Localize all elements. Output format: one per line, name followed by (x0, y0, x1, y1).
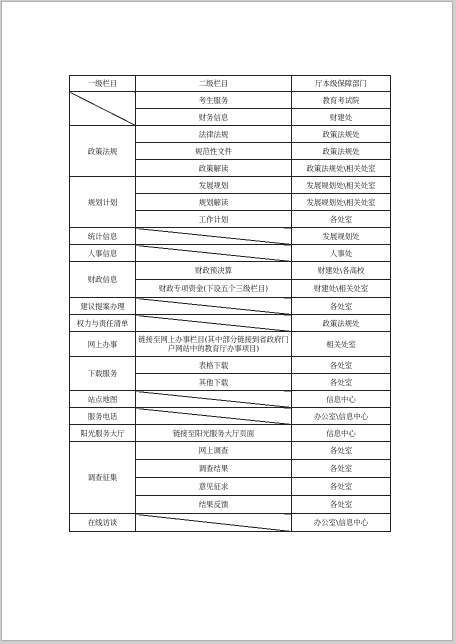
cell-level1: 建议提案办理 (70, 298, 136, 315)
cell-level2: 政策解读 (136, 160, 292, 177)
cell-level2: 法律法规 (136, 126, 292, 143)
cell-level2: 发展规划 (136, 177, 292, 194)
cell-department: 信息中心 (292, 391, 391, 408)
cell-level2-empty (136, 298, 292, 315)
cell-level2: 网上调查 (136, 442, 292, 460)
cell-department: 政策法规处 (292, 126, 391, 143)
header-level1: 一级栏目 (70, 76, 136, 92)
cell-level1: 财政信息 (70, 262, 136, 298)
cell-department: 人事处 (292, 245, 391, 262)
cell-level2-empty (136, 514, 292, 532)
table-row (70, 262, 391, 280)
table-row (70, 298, 391, 315)
table-row (70, 514, 391, 532)
cell-department: 财建处\各高校 (292, 262, 391, 280)
cell-level1: 人事信息 (70, 245, 136, 262)
cell-department: 各处室 (292, 374, 391, 391)
cell-level1: 网上办事 (70, 332, 136, 357)
cell-department: 各处室 (292, 496, 391, 514)
cell-level1: 规划计划 (70, 177, 136, 228)
cell-level2: 调查结果 (136, 460, 292, 478)
cell-department: 财建处 (292, 109, 391, 126)
cell-department: 政策法规处 (292, 143, 391, 160)
cell-department: 财建处\相关处室 (292, 280, 391, 298)
cell-department: 相关处室 (292, 332, 391, 357)
cell-department: 发展规划处 (292, 228, 391, 245)
cell-department: 政策法规处\相关处室 (292, 160, 391, 177)
table-row (70, 391, 391, 408)
table-header-row (70, 76, 391, 92)
cell-level2-empty (136, 245, 292, 262)
cell-level2: 财政专项资金(下设五个三级栏目) (136, 280, 292, 298)
cell-level1: 阳光服务大厅 (70, 425, 136, 442)
cell-level2: 表格下载 (136, 357, 292, 374)
header-department: 厅本级保障部门 (292, 76, 391, 92)
table-row (70, 177, 391, 194)
cell-department: 信息中心 (292, 425, 391, 442)
cell-department: 各处室 (292, 460, 391, 478)
table-row (70, 315, 391, 332)
cell-level2-empty (136, 391, 292, 408)
cell-level2-empty (136, 228, 292, 245)
table-row (70, 92, 391, 109)
cell-level2: 规划解读 (136, 194, 292, 211)
cell-level2-empty (136, 408, 292, 425)
column-assignment-table (69, 75, 391, 532)
cell-level2: 结果反馈 (136, 496, 292, 514)
cell-level2: 考生服务 (136, 92, 292, 109)
cell-level1: 统计信息 (70, 228, 136, 245)
cell-department: 办公室\信息中心 (292, 408, 391, 425)
cell-department: 各处室 (292, 211, 391, 228)
cell-department: 教育考试院 (292, 92, 391, 109)
cell-level1-empty (70, 92, 136, 126)
document-page (1, 1, 453, 641)
cell-level1: 权力与责任清单 (70, 315, 136, 332)
cell-department: 各处室 (292, 478, 391, 496)
cell-department: 政策法规处 (292, 315, 391, 332)
header-level2: 二级栏目 (136, 76, 292, 92)
cell-level1: 在线访谈 (70, 514, 136, 532)
cell-department: 办公室\信息中心 (292, 514, 391, 532)
table-row (70, 408, 391, 425)
table-row (70, 228, 391, 245)
cell-level2: 规范性文件 (136, 143, 292, 160)
cell-level1: 站点地图 (70, 391, 136, 408)
cell-level2: 财政预决算 (136, 262, 292, 280)
cell-department: 发展规划处\相关处室 (292, 177, 391, 194)
cell-level2-empty (136, 315, 292, 332)
cell-department: 各处室 (292, 298, 391, 315)
cell-level2: 其他下载 (136, 374, 292, 391)
table-row (70, 332, 391, 357)
cell-level2: 链接至网上办事栏目(其中部分链接到省政府门户网站中的教育厅办事项目) (136, 332, 292, 357)
table-row (70, 442, 391, 460)
cell-department: 各处室 (292, 442, 391, 460)
cell-level2: 工作计划 (136, 211, 292, 228)
cell-level1: 调查征集 (70, 442, 136, 514)
table-row (70, 126, 391, 143)
cell-level1: 下载服务 (70, 357, 136, 391)
cell-level2: 意见征求 (136, 478, 292, 496)
cell-department: 发展规划处\相关处室 (292, 194, 391, 211)
table-row (70, 245, 391, 262)
cell-level2: 财务信息 (136, 109, 292, 126)
cell-level1: 服务电话 (70, 408, 136, 425)
cell-department: 各处室 (292, 357, 391, 374)
cell-level1: 政策法规 (70, 126, 136, 177)
table-row (70, 357, 391, 374)
table-row (70, 425, 391, 442)
cell-level2: 链接至阳光服务大厅页面 (136, 425, 292, 442)
